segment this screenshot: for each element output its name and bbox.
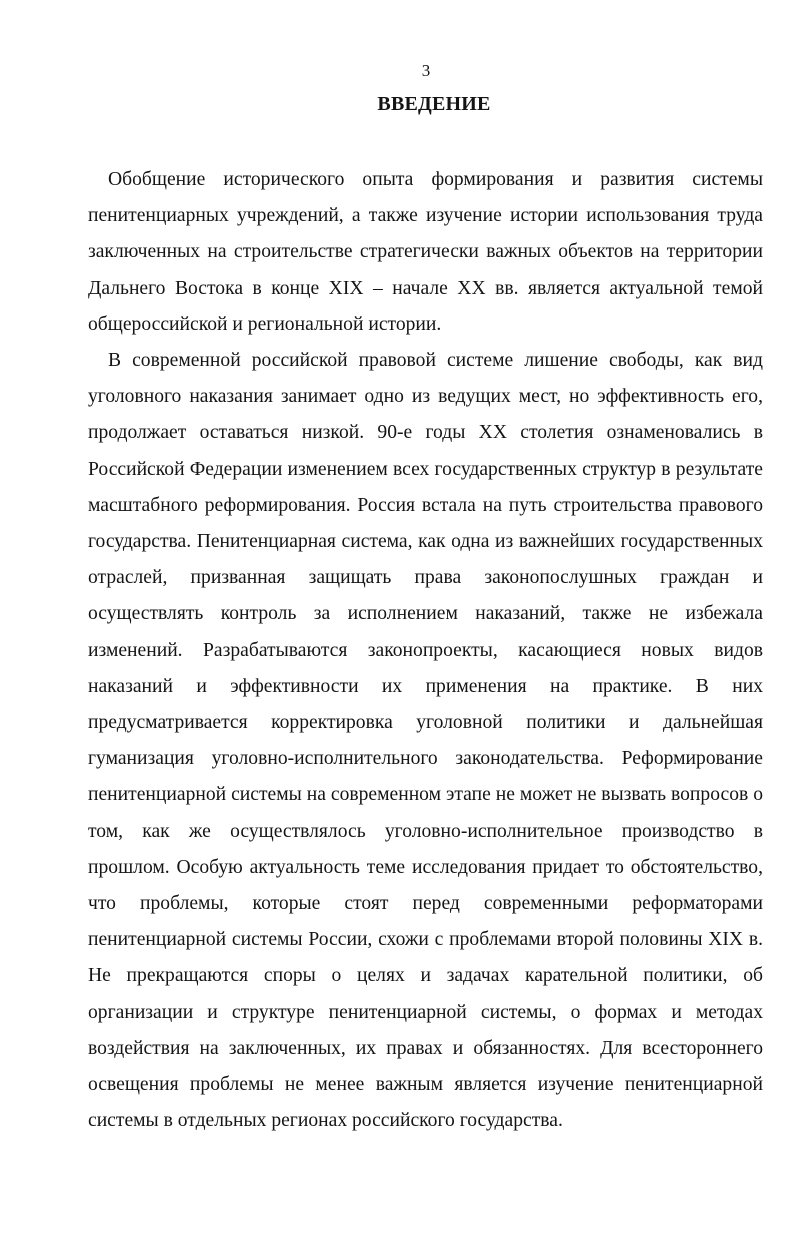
document-body	[88, 162, 763, 1139]
page-number: 3	[421, 61, 431, 80]
paragraph-2: В современной российской правовой системе лишение свободы, как вид уголовного наказания занимает одно из ведущих мест, но эффективность его, продолжает оставаться низкой. 90-е годы XX столетия ознаменовались в Российской Федерации изменением всех государственных структур в результате масштабного реформирования. Россия встала на путь строительства правового государства. Пенитенциарная система, как одна из важнейших государственных отраслей, призванная защищать права законопослушных граждан и осуществлять контроль за исполнением наказаний, также не избежала изменений. Разрабатываются законопроекты, касающиеся новых видов наказаний и эффективности их применения на практике. В них предусматривается корректировка уголовной политики и дальнейшая гуманизация уголовно-исполнительного законодательства. Реформирование пенитенциарной системы на современном этапе не может не вызвать вопросов о том, как же осуществлялось уголовно-исполнительное производство в прошлом. Особую актуальность теме исследования придает то обстоятельство, что проблемы, которые стоят перед современными реформаторами пенитенциарной системы России, схожи с проблемами второй половины XIX в. Не прекращаются споры о целях и задачах карательной политики, об организации и структуре пенитенциарной системы, о формах и методах воздействия на заключенных, их правах и обязанностях. Для всестороннего освещения проблемы не менее важным является изучение пенитенциарной системы в отдельных регионах российского государства.	[88, 350, 763, 1132]
paragraph-1: Обобщение исторического опыта формирования и развития системы пенитенциарных учреждений, а также изучение истории использования труда заключенных на строительстве стратегически важных объектов на территории Дальнего Востока в конце XIX – начале XX вв. является актуальной темой общероссийской и региональной истории.	[88, 169, 763, 335]
page-title: ВВЕДЕНИЕ	[377, 93, 491, 115]
